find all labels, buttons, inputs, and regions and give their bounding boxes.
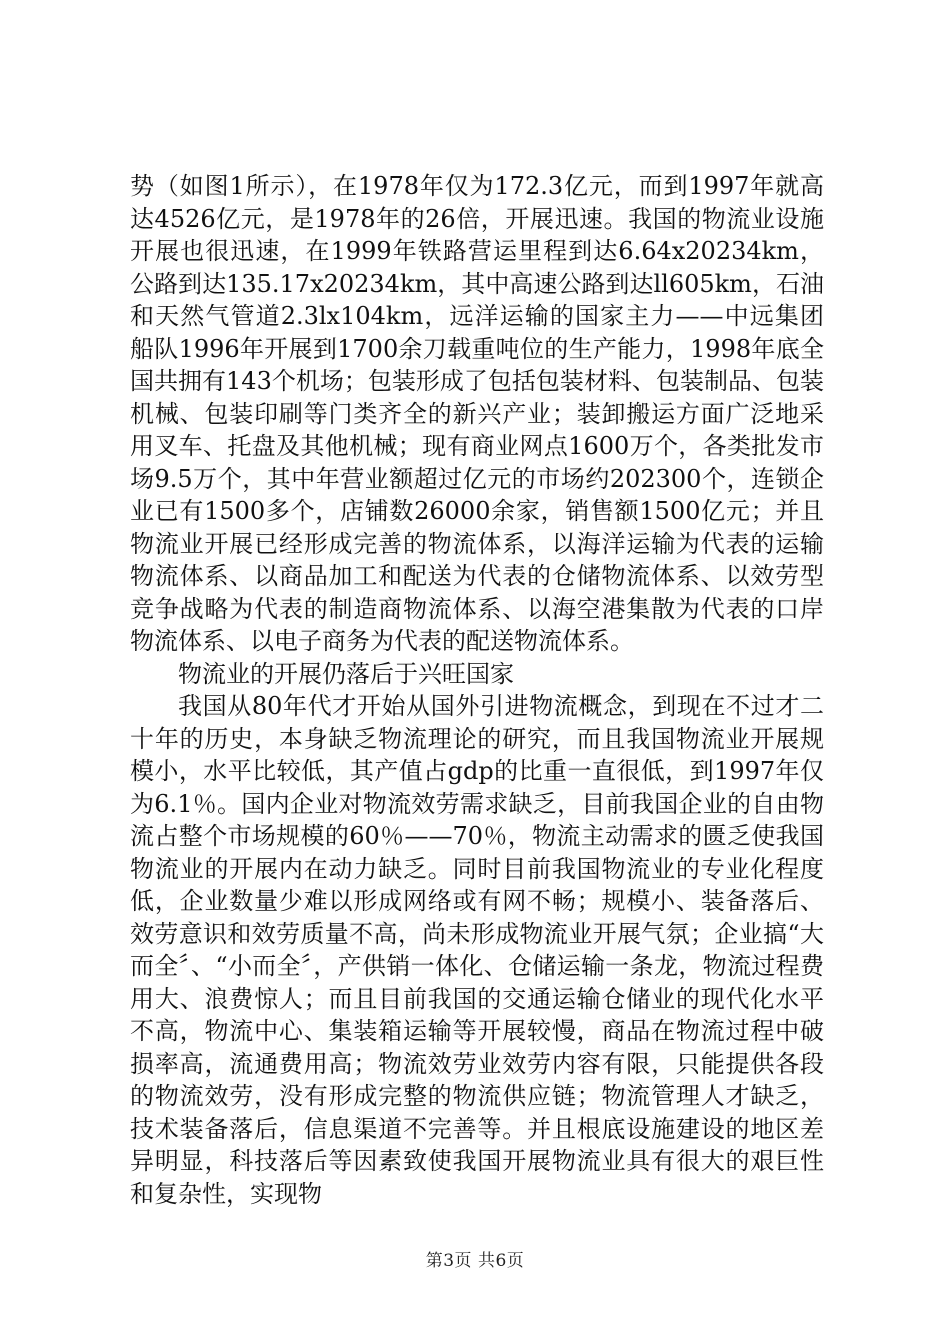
section-heading: 物流业的开展仍落后于兴旺国家 xyxy=(178,659,514,688)
page-footer: 第3页 共6页 xyxy=(425,1251,525,1271)
paragraph-logistics-gap: 我国从80年代才开始从国外引进物流概念，到现在不过才二十年的历史，本身缺乏物流理论的研究，而且我国物流业开展规模小，水平比较低，其产值占gdp的比重一直很低，到1997年仅为6.1％。国内企业对物流效劳需求缺乏，目前我国企业的自由物流占整个市场规模的60％——70％，物流主动需求的匮乏使我国物流业的开展内在动力缺乏。同时目前我国物流业的专业化程度低，企业数量少难以形成网络或有网不畅；规模小、装备落后、效劳意识和效劳质量不高，尚未形成物流业开展气氛；企业搞“大而全〞、“小而全〞，产供销一体化、仓储运输一条龙，物流过程费用大、浪费惊人；而且目前我国的交通运输仓储业的现代化水平不高，物流中心、集装箱运输等开展较慢，商品在物流过程中破损率高，流通费用高；物流效劳业效劳内容有限，只能提供各段的物流效劳，没有形成完整的物流供应链；物流管理人才缺乏，技术装备落后，信息渠道不完善等。并且根底设施建设的地区差异明显，科技落后等因素致使我国开展物流业具有很大的艰巨性和复杂性，实现物 xyxy=(130,692,824,1208)
paragraph-development-stats: 势（如图1所示），在1978年仅为172.3亿元，而到1997年就高达4526亿元，是1978年的26倍，开展迅速。我国的物流业设施开展也很迅速，在1999年铁路营运里程到达6.64x20234km，公路到达135.17x20234km，其中高速公路到达ll605km，石油和天然气管道2.3lx104km，远洋运输的国家主力——中远集团船队1996年开展到1700余刀载重吨位的生产能力，1998年底全国共拥有143个机场；包装形成了包括包装材料、包装制品、包装机械、包装印刷等门类齐全的新兴产业；装卸搬运方面广泛地采用叉车、托盘及其他机械；现有商业网点1600万个，各类批发市场9.5万个，其中年营业额超过亿元的市场约202300个，连锁企业已有1500多个，店铺数26000余家，销售额1500亿元；并且物流业开展已经形成完善的物流体系，以海洋运输为代表的运输物流体系、以商品加工和配送为代表的仓储物流体系、以效劳型竞争战略为代表的制造商物流体系、以海空港集散为代表的口岸物流体系、以电子商务为代表的配送物流体系。 xyxy=(130,172,824,655)
body-text xyxy=(130,170,824,1210)
